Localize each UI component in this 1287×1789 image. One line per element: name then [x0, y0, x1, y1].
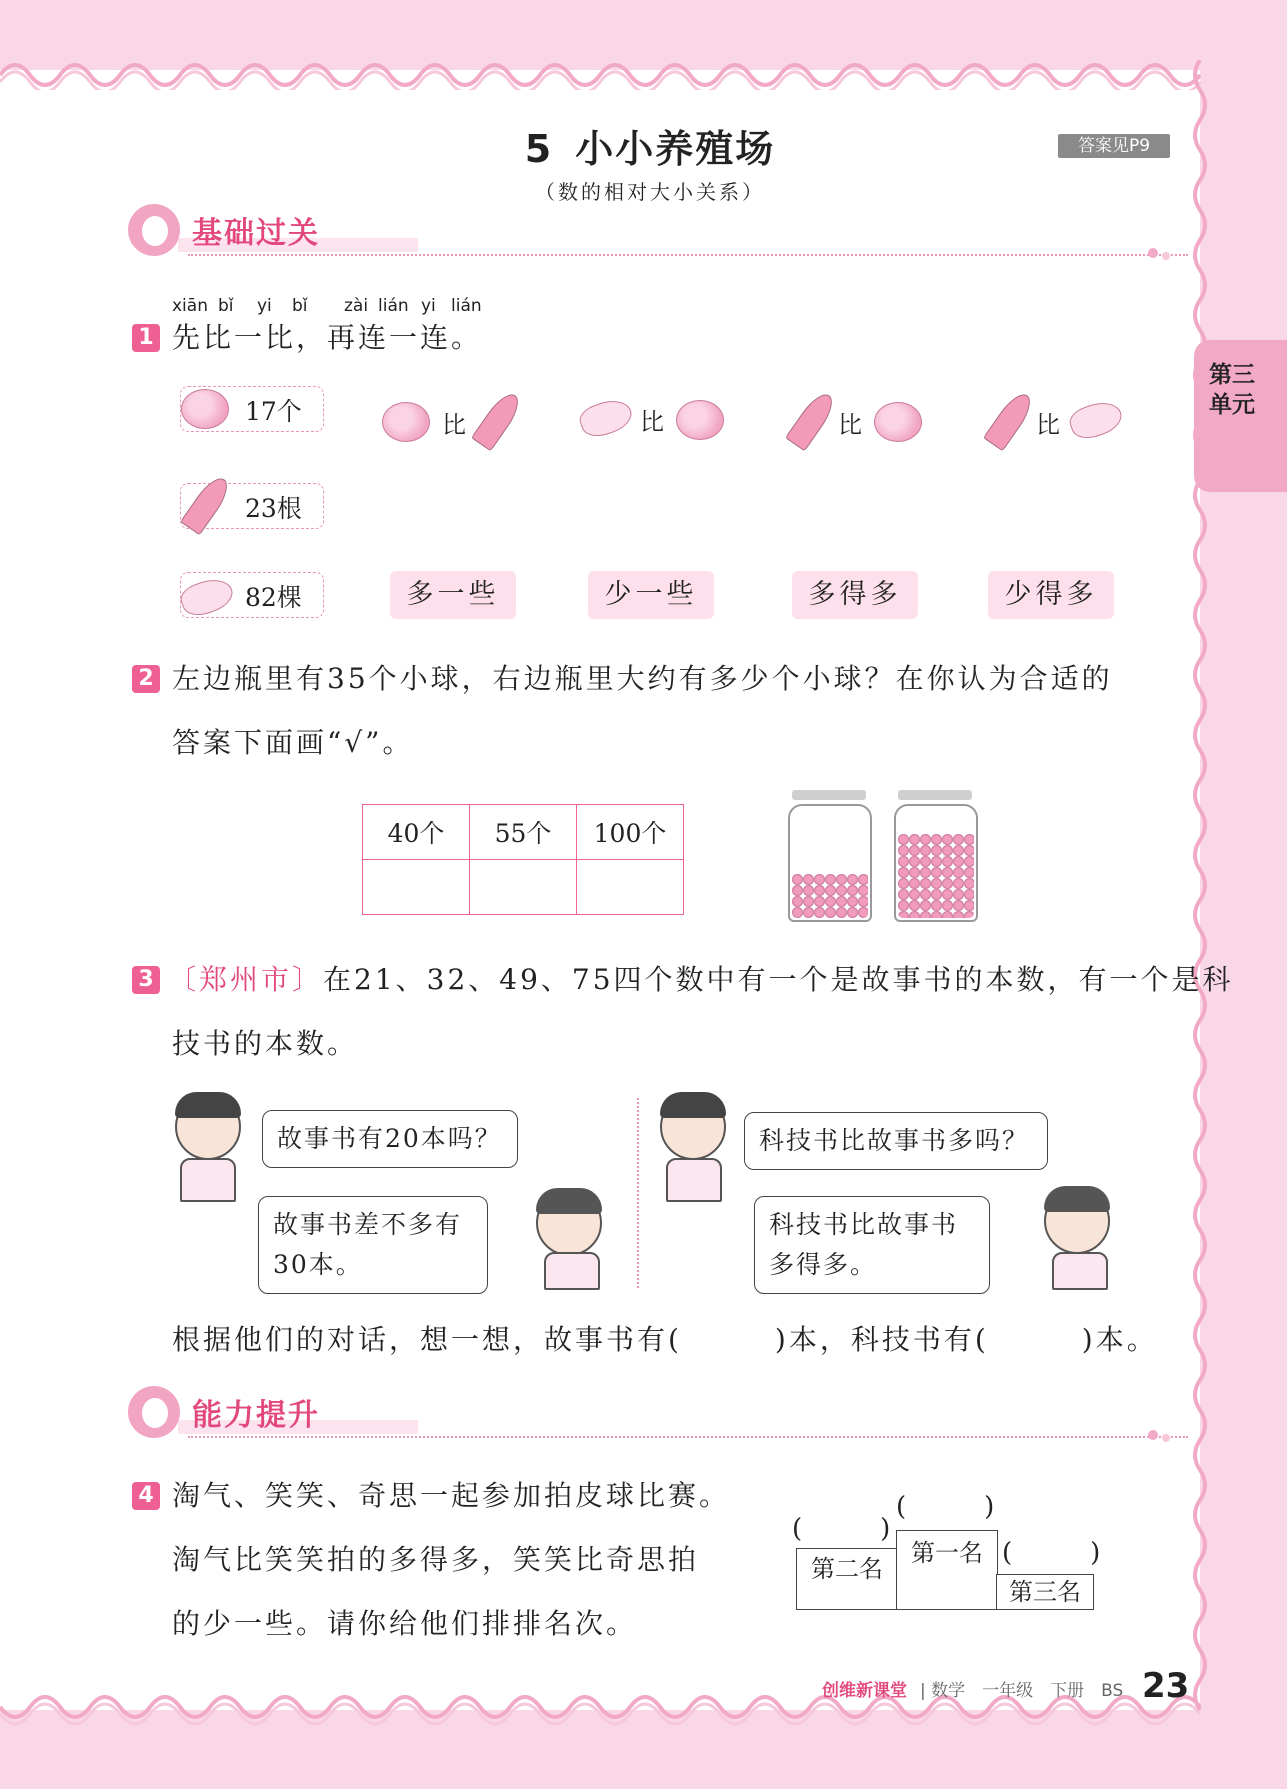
- pinyin: yi: [257, 296, 272, 316]
- girl-body: [1052, 1252, 1108, 1290]
- item-count: 17个: [245, 397, 302, 426]
- check-cell[interactable]: [470, 860, 577, 915]
- pinyin: lián: [451, 296, 482, 316]
- section-header-advanced: [128, 1386, 1178, 1442]
- compare-word: 比: [838, 411, 862, 439]
- unit-tab-label: 第三单元: [1209, 362, 1255, 418]
- dialogue-divider: [637, 1098, 639, 1288]
- podium-second: 第二名: [796, 1548, 898, 1610]
- left-jar-icon: [788, 790, 870, 920]
- lesson-subtitle: （数的相对大小关系）: [535, 180, 765, 204]
- girl-body: [544, 1252, 600, 1290]
- question-number: 4: [132, 1482, 160, 1510]
- item-cabbage: [180, 572, 324, 618]
- right-jar-icon: [894, 790, 976, 920]
- answer-blank-first[interactable]: ( ): [896, 1492, 995, 1522]
- pinyin: bǐ: [292, 296, 308, 316]
- lesson-title: 5 小小养殖场: [524, 127, 776, 171]
- answer-table: [362, 804, 684, 915]
- decor-dot: [1148, 1430, 1158, 1440]
- podium-first: 第一名: [896, 1530, 998, 1610]
- decor-dot: [1148, 248, 1158, 258]
- cabbage-icon: [177, 573, 237, 621]
- answer-reference-badge: 答案见P9: [1058, 134, 1170, 158]
- pinyin: xiān: [172, 296, 208, 316]
- mascot-icon: [128, 1386, 180, 1438]
- pinyin: zài: [344, 296, 369, 316]
- pumpkin-icon: [676, 400, 724, 440]
- unit-tab[interactable]: [1194, 340, 1287, 492]
- girl-icon: [536, 1190, 602, 1256]
- question-conclusion[interactable]: 根据他们的对话，想一想，故事书有( )本，科技书有( )本。: [172, 1323, 1158, 1356]
- girl-icon: [1044, 1188, 1110, 1254]
- question-text: 先比一比，再连一连。: [172, 321, 483, 354]
- question-number: 3: [132, 966, 160, 994]
- section-label: 基础过关: [192, 216, 320, 251]
- compare-word: 比: [442, 411, 466, 439]
- item-count: 82棵: [245, 583, 302, 612]
- question-number: 2: [132, 665, 160, 693]
- question-text: 〔郑州市〕在21、32、49、75四个数中有一个是故事书的本数，有一个是科: [168, 963, 1234, 996]
- question-text: 淘气比笑笑拍的多得多，笑笑比奇思拍: [172, 1543, 700, 1576]
- check-cell[interactable]: [577, 860, 684, 915]
- footer-brand: 创维新课堂: [822, 1681, 907, 1701]
- pumpkin-icon: [874, 402, 922, 442]
- item-carrot: [180, 483, 324, 529]
- page-number: 23: [1142, 1666, 1190, 1706]
- answer-blank-second[interactable]: ( ): [792, 1514, 891, 1544]
- question-number: 1: [132, 324, 160, 352]
- podium-third: 第三名: [996, 1574, 1094, 1610]
- boy-icon: [175, 1094, 241, 1160]
- dotted-divider: [188, 1436, 1188, 1438]
- footer-meta: | 数学 一年级 下册 BS: [920, 1681, 1124, 1701]
- question-text: 左边瓶里有35个小球，右边瓶里大约有多少个小球？在你认为合适的: [172, 662, 1113, 695]
- pinyin: yi: [421, 296, 436, 316]
- section-header-basic: [128, 204, 1178, 260]
- choice-less[interactable]: 少一些: [588, 571, 714, 619]
- compare-word: 比: [1036, 411, 1060, 439]
- decor-dot: [1162, 1434, 1170, 1442]
- item-count: 23根: [245, 494, 302, 523]
- check-cell[interactable]: [363, 860, 470, 915]
- speech-bubble: 故事书有20本吗？: [262, 1110, 518, 1168]
- question-text: 技书的本数。: [172, 1027, 359, 1060]
- question-text: 答案下面画“√”。: [172, 726, 414, 759]
- dotted-divider: [188, 254, 1188, 256]
- region-tag: 〔郑州市〕: [168, 963, 324, 996]
- section-label: 能力提升: [192, 1398, 320, 1433]
- boy-icon: [660, 1094, 726, 1160]
- speech-bubble: 科技书比故事书多吗？: [744, 1112, 1048, 1170]
- pumpkin-icon: [382, 402, 430, 442]
- boy-body: [180, 1158, 236, 1202]
- mascot-icon: [128, 204, 180, 256]
- choice-much-more[interactable]: 多得多: [792, 571, 918, 619]
- top-wave-border: [0, 50, 1210, 90]
- answer-blank-third[interactable]: ( ): [1002, 1538, 1101, 1568]
- speech-bubble: 故事书差不多有 30本。: [258, 1196, 488, 1294]
- right-wave-border: [1190, 60, 1210, 1720]
- pumpkin-icon: [181, 389, 229, 429]
- pinyin: lián: [378, 296, 409, 316]
- item-pumpkin: [180, 386, 324, 432]
- decor-dot: [1162, 252, 1170, 260]
- option-cell: 100个: [577, 805, 684, 860]
- pinyin: bǐ: [218, 296, 234, 316]
- option-cell: 55个: [470, 805, 577, 860]
- option-cell: 40个: [363, 805, 470, 860]
- boy-body: [666, 1158, 722, 1202]
- question-text: 的少一些。请你给他们排排名次。: [172, 1607, 638, 1640]
- question-text: 淘气、笑笑、奇思一起参加拍皮球比赛。: [172, 1479, 731, 1512]
- choice-more[interactable]: 多一些: [390, 571, 516, 619]
- compare-word: 比: [640, 408, 664, 436]
- choice-much-less[interactable]: 少得多: [988, 571, 1114, 619]
- speech-bubble: 科技书比故事书 多得多。: [754, 1196, 990, 1294]
